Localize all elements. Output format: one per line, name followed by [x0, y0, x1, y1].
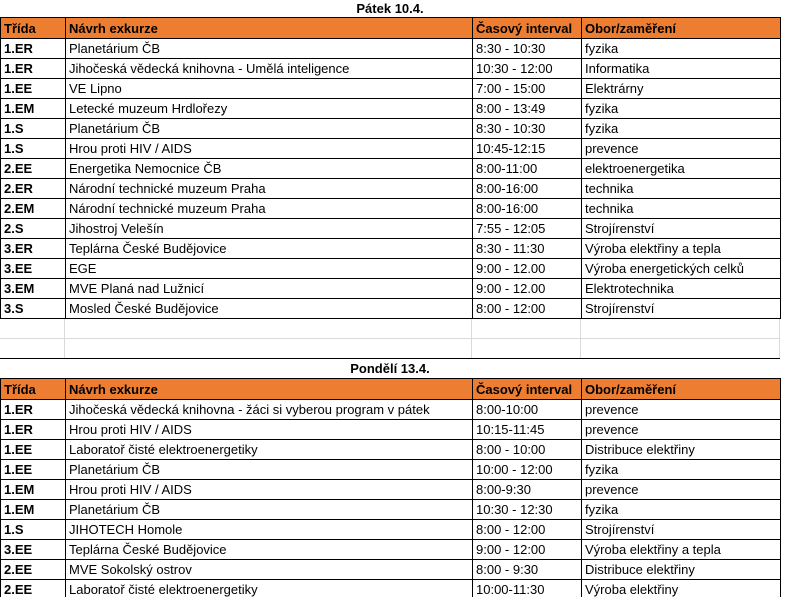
- cell[interactable]: prevence: [582, 139, 781, 159]
- class-code-cell[interactable]: 1.S: [1, 520, 66, 540]
- cell[interactable]: VE Lipno: [66, 79, 473, 99]
- empty-cell[interactable]: [472, 319, 581, 339]
- class-code-cell[interactable]: 1.S: [1, 139, 66, 159]
- column-header[interactable]: Návrh exkurze: [66, 379, 473, 400]
- cell[interactable]: technika: [582, 199, 781, 219]
- cell[interactable]: 8:00 - 12:00: [473, 520, 582, 540]
- class-code-cell[interactable]: 3.S: [1, 299, 66, 319]
- cell[interactable]: 10:30 - 12:30: [473, 500, 582, 520]
- class-code-cell[interactable]: 2.S: [1, 219, 66, 239]
- excursion-table-patek: [0, 17, 781, 319]
- cell[interactable]: Elektrotechnika: [582, 279, 781, 299]
- cell[interactable]: 8:00 - 10:00: [473, 440, 582, 460]
- cell[interactable]: Výroba elektřiny a tepla: [582, 239, 781, 259]
- table-row: [1, 79, 781, 99]
- cell[interactable]: MVE Planá nad Lužnicí: [66, 279, 473, 299]
- column-header[interactable]: Třída: [1, 379, 66, 400]
- cell[interactable]: Informatika: [582, 59, 781, 79]
- cell[interactable]: prevence: [582, 420, 781, 440]
- cell[interactable]: 10:15-11:45: [473, 420, 582, 440]
- cell[interactable]: 8:30 - 11:30: [473, 239, 582, 259]
- table-row: [1, 460, 781, 480]
- cell[interactable]: Národní technické muzeum Praha: [66, 179, 473, 199]
- table-row: [1, 99, 781, 119]
- cell[interactable]: Elektrárny: [582, 79, 781, 99]
- class-code-cell[interactable]: 2.EM: [1, 199, 66, 219]
- class-code-cell[interactable]: 1.EE: [1, 460, 66, 480]
- cell[interactable]: technika: [582, 179, 781, 199]
- empty-grid-rows: [0, 319, 780, 358]
- cell[interactable]: 9:00 - 12.00: [473, 279, 582, 299]
- class-code-cell[interactable]: 1.EM: [1, 99, 66, 119]
- cell[interactable]: 8:00-10:00: [473, 400, 582, 420]
- cell[interactable]: prevence: [582, 400, 781, 420]
- cell[interactable]: Teplárna České Budějovice: [66, 540, 473, 560]
- class-code-cell[interactable]: 3.EM: [1, 279, 66, 299]
- class-code-cell[interactable]: 1.EE: [1, 440, 66, 460]
- cell[interactable]: Hrou proti HIV / AIDS: [66, 480, 473, 500]
- excursion-table-pondeli: [0, 378, 781, 597]
- cell[interactable]: Laboratoř čisté elektroenergetiky: [66, 580, 473, 597]
- cell[interactable]: Planetárium ČB: [66, 39, 473, 59]
- cell[interactable]: Strojírenství: [582, 299, 781, 319]
- column-header[interactable]: Třída: [1, 18, 66, 39]
- cell[interactable]: Planetárium ČB: [66, 500, 473, 520]
- table-row: [1, 39, 781, 59]
- class-code-cell[interactable]: 1.ER: [1, 39, 66, 59]
- table-row: [1, 540, 781, 560]
- table-row: [1, 299, 781, 319]
- table-row: [1, 199, 781, 219]
- table-title-patek: Pátek 10.4.: [0, 0, 780, 17]
- class-code-cell[interactable]: 2.EE: [1, 580, 66, 597]
- table-row: [1, 580, 781, 597]
- class-code-cell[interactable]: 1.ER: [1, 400, 66, 420]
- table-row: [1, 139, 781, 159]
- table-row: [1, 500, 781, 520]
- class-code-cell[interactable]: 2.ER: [1, 179, 66, 199]
- empty-cell[interactable]: [472, 339, 581, 358]
- cell[interactable]: fyzika: [582, 99, 781, 119]
- cell[interactable]: 8:00 - 13:49: [473, 99, 582, 119]
- table-row: [1, 59, 781, 79]
- cell[interactable]: 10:00-11:30: [473, 580, 582, 597]
- cell[interactable]: Výroba elektřiny: [582, 580, 781, 597]
- cell[interactable]: Jihočeská vědecká knihovna - žáci si vyberou program v pátek: [66, 400, 473, 420]
- column-header[interactable]: Časový interval: [473, 18, 582, 39]
- class-code-cell[interactable]: 1.S: [1, 119, 66, 139]
- cell[interactable]: 8:30 - 10:30: [473, 39, 582, 59]
- cell[interactable]: Letecké muzeum Hrdlořezy: [66, 99, 473, 119]
- class-code-cell[interactable]: 1.ER: [1, 59, 66, 79]
- class-code-cell[interactable]: 1.EE: [1, 79, 66, 99]
- cell[interactable]: Strojírenství: [582, 219, 781, 239]
- cell[interactable]: Mosled České Budějovice: [66, 299, 473, 319]
- cell[interactable]: 7:55 - 12:05: [473, 219, 582, 239]
- cell[interactable]: fyzika: [582, 500, 781, 520]
- cell[interactable]: elektroenergetika: [582, 159, 781, 179]
- column-header[interactable]: Obor/zaměření: [582, 379, 781, 400]
- cell[interactable]: Hrou proti HIV / AIDS: [66, 139, 473, 159]
- cell[interactable]: prevence: [582, 480, 781, 500]
- cell[interactable]: 8:00-16:00: [473, 199, 582, 219]
- cell[interactable]: Teplárna České Budějovice: [66, 239, 473, 259]
- cell[interactable]: 8:00-9:30: [473, 480, 582, 500]
- cell[interactable]: 8:30 - 10:30: [473, 119, 582, 139]
- cell[interactable]: Energetika Nemocnice ČB: [66, 159, 473, 179]
- cell[interactable]: 8:00-11:00: [473, 159, 582, 179]
- cell[interactable]: MVE Sokolský ostrov: [66, 560, 473, 580]
- cell[interactable]: EGE: [66, 259, 473, 279]
- cell[interactable]: Distribuce elektřiny: [582, 440, 781, 460]
- table-row: [1, 440, 781, 460]
- class-code-cell[interactable]: 1.ER: [1, 420, 66, 440]
- cell[interactable]: 8:00-16:00: [473, 179, 582, 199]
- column-header[interactable]: Návrh exkurze: [66, 18, 473, 39]
- cell[interactable]: fyzika: [582, 39, 781, 59]
- cell[interactable]: fyzika: [582, 119, 781, 139]
- table-row: [1, 520, 781, 540]
- table-row: [1, 119, 781, 139]
- empty-cell[interactable]: [65, 319, 472, 339]
- cell[interactable]: 10:30 - 12:00: [473, 59, 582, 79]
- cell[interactable]: Strojírenství: [582, 520, 781, 540]
- table-row: [1, 560, 781, 580]
- cell[interactable]: Distribuce elektřiny: [582, 560, 781, 580]
- cell[interactable]: Planetárium ČB: [66, 460, 473, 480]
- empty-cell[interactable]: [581, 319, 780, 339]
- table-row: [1, 239, 781, 259]
- empty-cell[interactable]: [0, 339, 65, 358]
- table-row: [1, 219, 781, 239]
- class-code-cell[interactable]: 3.ER: [1, 239, 66, 259]
- table-row: [1, 279, 781, 299]
- cell[interactable]: Laboratoř čisté elektroenergetiky: [66, 440, 473, 460]
- cell[interactable]: Výroba energetických celků: [582, 259, 781, 279]
- class-code-cell[interactable]: 1.EM: [1, 500, 66, 520]
- class-code-cell[interactable]: 3.EE: [1, 259, 66, 279]
- cell[interactable]: 9:00 - 12:00: [473, 540, 582, 560]
- table-row: [1, 480, 781, 500]
- cell[interactable]: 8:00 - 12:00: [473, 299, 582, 319]
- class-code-cell[interactable]: 1.EM: [1, 480, 66, 500]
- empty-cell[interactable]: [65, 339, 472, 358]
- class-code-cell[interactable]: 2.EE: [1, 560, 66, 580]
- table-row: [1, 420, 781, 440]
- cell[interactable]: Výroba elektřiny a tepla: [582, 540, 781, 560]
- table-row: [1, 179, 781, 199]
- cell[interactable]: Hrou proti HIV / AIDS: [66, 420, 473, 440]
- cell[interactable]: 8:00 - 9:30: [473, 560, 582, 580]
- table-row: [1, 259, 781, 279]
- empty-cell[interactable]: [0, 319, 65, 339]
- cell[interactable]: 7:00 - 15:00: [473, 79, 582, 99]
- column-header[interactable]: Obor/zaměření: [582, 18, 781, 39]
- cell[interactable]: 9:00 - 12.00: [473, 259, 582, 279]
- class-code-cell[interactable]: 3.EE: [1, 540, 66, 560]
- cell[interactable]: fyzika: [582, 460, 781, 480]
- cell[interactable]: Národní technické muzeum Praha: [66, 199, 473, 219]
- column-header[interactable]: Časový interval: [473, 379, 582, 400]
- cell[interactable]: 10:45-12:15: [473, 139, 582, 159]
- class-code-cell[interactable]: 2.EE: [1, 159, 66, 179]
- table-title-pondeli: Pondělí 13.4.: [0, 358, 780, 378]
- cell[interactable]: Jihočeská vědecká knihovna - Umělá inteligence: [66, 59, 473, 79]
- cell[interactable]: 10:00 - 12:00: [473, 460, 582, 480]
- cell[interactable]: JIHOTECH Homole: [66, 520, 473, 540]
- empty-cell[interactable]: [581, 339, 780, 358]
- cell[interactable]: Planetárium ČB: [66, 119, 473, 139]
- table-row: [1, 159, 781, 179]
- table-row: [1, 400, 781, 420]
- cell[interactable]: Jihostroj Velešín: [66, 219, 473, 239]
